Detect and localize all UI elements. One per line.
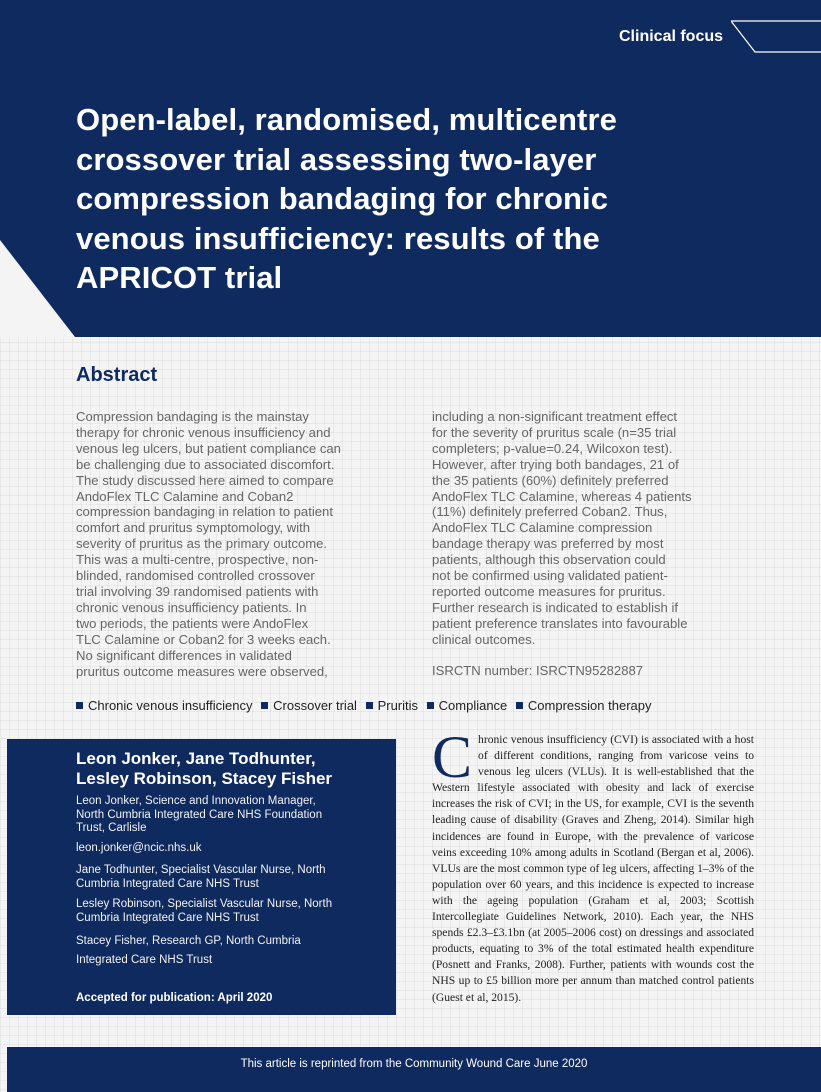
title-line: APRICOT trial: [76, 260, 283, 295]
author-names: Leon Jonker, Jane Todhunter, Lesley Robinson, Stacey Fisher: [76, 749, 333, 788]
abstract-line: Compression bandaging is the mainstay: [76, 409, 309, 424]
abstract-column-left: [76, 409, 396, 679]
isrctn-number: ISRCTN number: ISRCTN95282887: [432, 662, 644, 678]
title-line: venous insufficiency: results of the: [76, 220, 600, 256]
affiliation-robinson: Lesley Robinson, Specialist Vascular Nurse, North Cumbria Integrated Care NHS Trust: [76, 898, 333, 924]
abstract-line: However, after trying both bandages, 21 of: [432, 456, 679, 472]
author-email[interactable]: leon.jonker@ncic.nhs.uk: [76, 842, 202, 854]
abstract-line: including a non-significant treatment effect: [432, 409, 678, 424]
affiliation-fisher: Stacey Fisher, Research GP, North Cumbria Integrated Care NHS Trust: [76, 935, 301, 966]
abstract-line: trial involving 39 randomised patients with: [76, 583, 319, 599]
author-box: [7, 739, 396, 1015]
body-paragraph: hronic venous insufficiency (CVI) is associated with a host of different conditions, ranging from varicose veins to venous leg ulcers (VLUs). It is well-established that the Western lifestyle associated with obesity and lack of exercise increases the risk of CVI; in the US, for example, CVI is the seventh leading cause of disability (Graves and Zheng, 2014). Similar high incidences are found in Europe, with the prevalence of varicose veins exceeding 10% among adults in Scotland (Bergan et al, 2006). VLUs are the most common type of leg ulcers, affecting 1–3% of the population over 60 years, and this incidence is expected to increase with the ageing population (Graham et al, 2003; Scottish Intercollegiate Guidelines Network, 2010). Each year, the NHS spends £2.3–£3.1bn (at 2005–2006 cost) on dressings and associated products, equating to 3% of the total estimated health expenditure (Posnett and Franks, 2008). Further, patients with wounds cost the NHS up to £5 billion more per annum than matched control patients (Guest et al, 2015).: [432, 733, 754, 1004]
abstract-line: Further research is indicated to establish if: [432, 599, 678, 615]
section-tag: [606, 20, 821, 53]
abstract-line: not be confirmed using validated patient-: [432, 568, 668, 584]
abstract-line: (11%) definitely preferred Coban2. Thus,: [432, 504, 668, 520]
abstract-line: clinical outcomes.: [432, 631, 536, 647]
affiliation-jonker: Leon Jonker, Science and Innovation Manager, North Cumbria Integrated Care NHS Foundation Trust, Carlisle: [76, 795, 323, 834]
abstract-heading: Abstract: [76, 364, 158, 386]
bullet-square-icon: [76, 702, 83, 709]
section-tag-label: Clinical focus: [619, 27, 724, 45]
abstract-line: two periods, the patients were AndoFlex: [76, 615, 309, 631]
keyword-item: Crossover trial: [261, 698, 357, 713]
abstract-line: reported outcome measures for pruritus.: [432, 583, 666, 599]
abstract-line: comfort and pruritus symptomology, with: [76, 520, 311, 536]
affiliation-todhunter: Jane Todhunter, Specialist Vascular Nurse, North Cumbria Integrated Care NHS Trust: [76, 864, 326, 890]
keyword-item: Pruritis: [366, 698, 418, 713]
bullet-square-icon: [261, 702, 268, 709]
abstract-line: chronic venous insufficiency patients. In: [76, 599, 307, 615]
abstract-line: be challenging due to associated discomfort.: [76, 456, 335, 472]
abstract-line: AndoFlex TLC Calamine, whereas 4 patients: [432, 488, 692, 504]
keyword-item: Compliance: [427, 698, 508, 713]
abstract-line: AndoFlex TLC Calamine and Coban2: [76, 488, 294, 504]
abstract-line: venous leg ulcers, but patient compliance can: [76, 440, 341, 456]
abstract-line: AndoFlex TLC Calamine compression: [432, 520, 653, 536]
keyword-item: Chronic venous insufficiency: [76, 698, 253, 713]
title-line: compression bandaging for chronic: [76, 181, 609, 216]
abstract-column-right: [432, 409, 744, 679]
abstract-line: This was a multi-centre, prospective, non-: [76, 552, 319, 568]
abstract-line: bandage therapy was preferred by most: [432, 536, 664, 552]
abstract-line: therapy for chronic venous insufficiency and: [76, 424, 331, 440]
bullet-square-icon: [516, 702, 523, 709]
section-tag-outline: [731, 20, 821, 53]
bullet-square-icon: [366, 702, 373, 709]
bullet-square-icon: [427, 702, 434, 709]
abstract-line: completers; p-value=0.24, Wilcoxon test).: [432, 440, 673, 456]
drop-cap: C: [432, 724, 473, 790]
accepted-date: Accepted for publication: April 2020: [76, 992, 273, 1004]
abstract-line: patient preference translates into favourable: [432, 615, 688, 631]
title-line: Open-label, randomised, multicentre: [76, 102, 617, 137]
abstract-line: severity of pruritus as the primary outcome.: [76, 536, 328, 552]
abstract-line: compression bandaging in relation to patient: [76, 504, 333, 520]
article-title: [76, 100, 776, 298]
footer-text: This article is reprinted from the Community Wound Care June 2020: [240, 1057, 588, 1070]
abstract-line: The study discussed here aimed to compare: [76, 472, 334, 488]
footer-band: [7, 1047, 821, 1092]
body-text: [432, 724, 754, 1006]
keyword-item: Compression therapy: [516, 698, 652, 713]
abstract-line: for the severity of pruritus scale (n=35 trial: [432, 424, 677, 440]
keywords-list: [76, 697, 796, 713]
abstract-line: pruritus outcome measures were observed,: [76, 663, 328, 679]
title-line: crossover trial assessing two-layer: [76, 141, 597, 177]
abstract-line: blinded, randomised controlled crossover: [76, 568, 315, 584]
abstract-line: the 35 patients (60%) definitely preferred: [432, 472, 669, 488]
abstract-line: TLC Calamine or Coban2 for 3 weeks each.: [76, 631, 331, 647]
abstract-line: No significant differences in validated: [76, 647, 292, 663]
abstract-line: patients, although this observation could: [432, 552, 666, 568]
